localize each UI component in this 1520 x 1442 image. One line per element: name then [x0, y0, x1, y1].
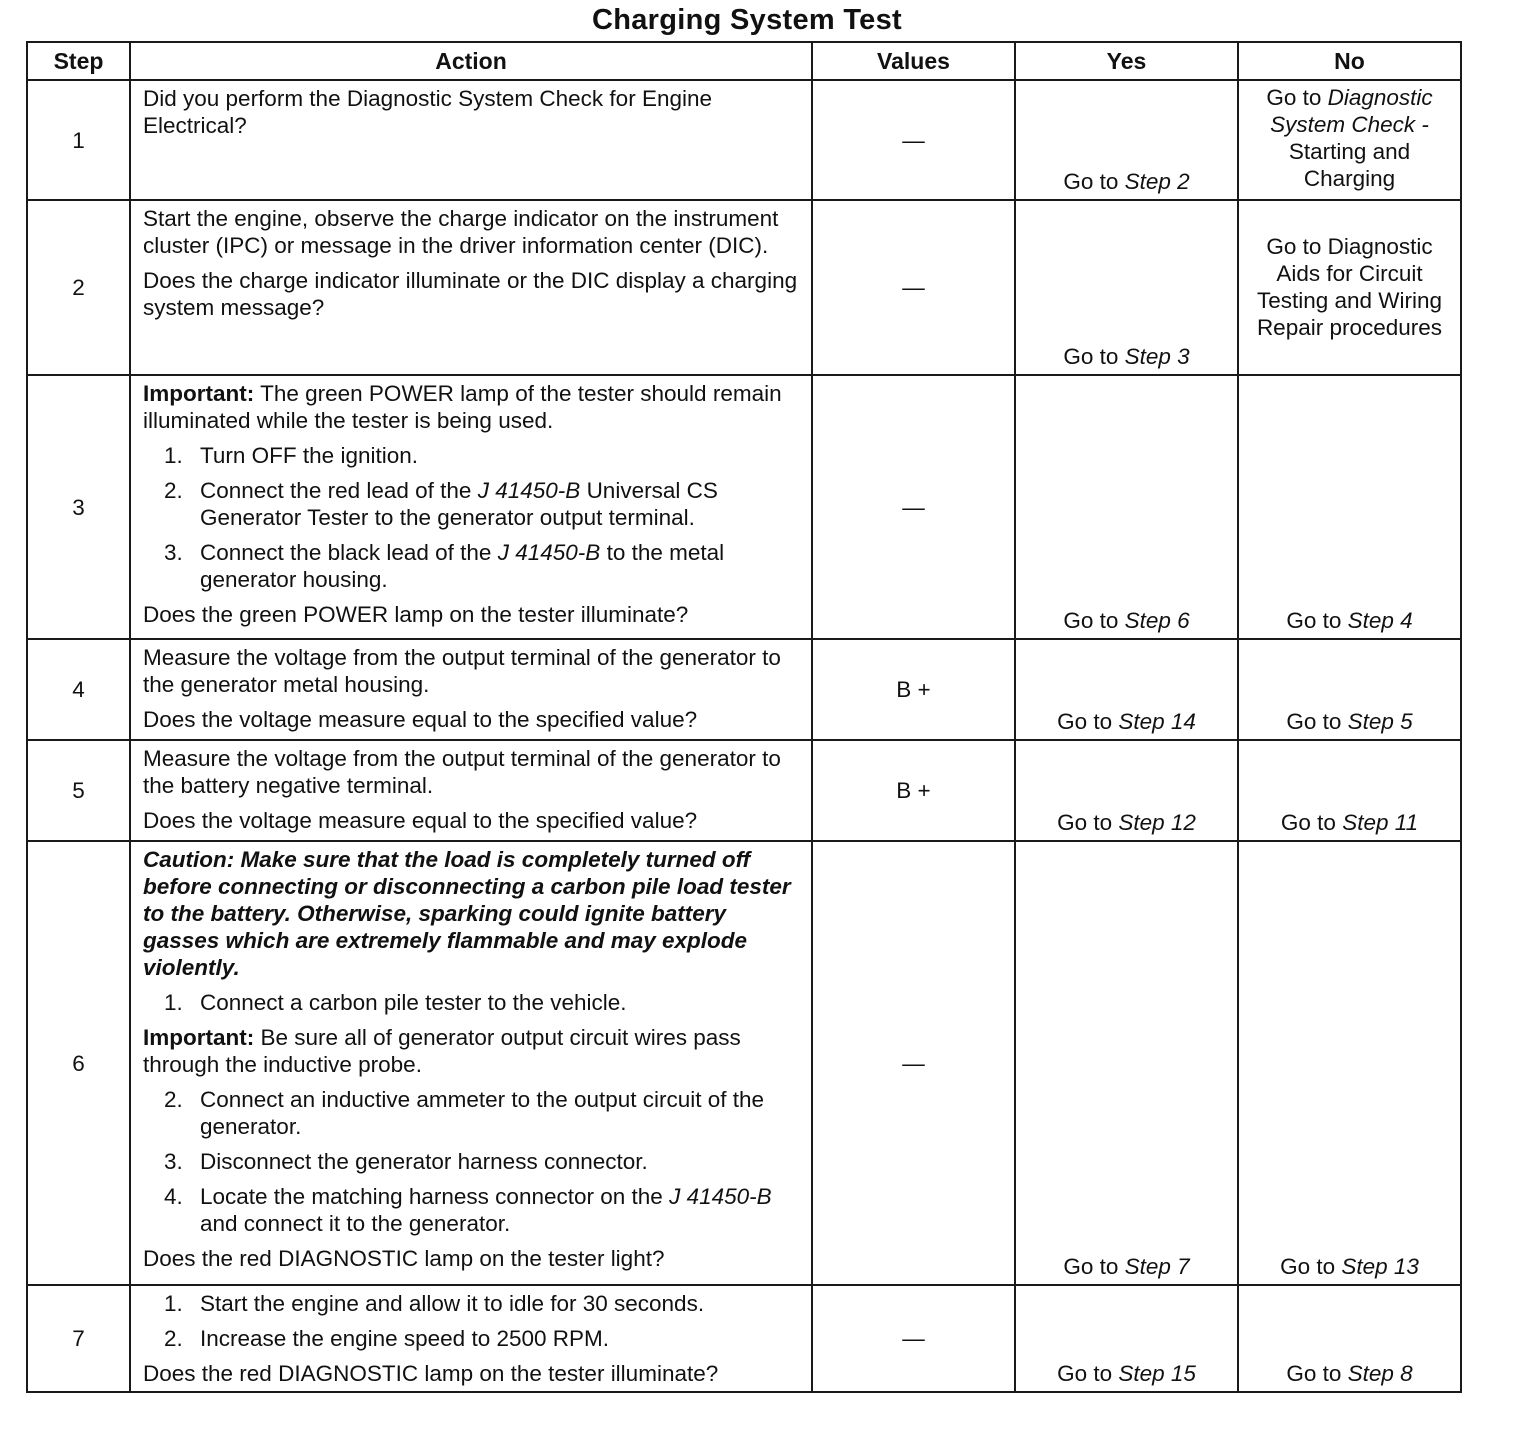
list-text: Increase the engine speed to 2500 RPM.: [200, 1326, 610, 1351]
table-row: [27, 375, 1461, 639]
table-row: [27, 80, 1461, 200]
action-cell: [130, 375, 812, 639]
no-link-italic: Diagnostic System Check -: [1270, 85, 1433, 137]
important-text: The green POWER lamp of the tester should remain illuminated while the tester is being used.: [143, 381, 782, 433]
yes-step-link: Step 7: [1124, 1254, 1190, 1279]
value-cell: —: [812, 80, 1015, 200]
table-row: [27, 841, 1461, 1285]
goto-text: Go to: [1063, 344, 1119, 369]
no-step-link: Step 13: [1341, 1254, 1419, 1279]
value-cell: B +: [812, 740, 1015, 841]
list-item: [143, 442, 801, 469]
value-cell: B +: [812, 639, 1015, 740]
yes-step-link: Step 12: [1118, 810, 1196, 835]
action-cell: [130, 740, 812, 841]
list-number: 4.: [164, 1184, 183, 1209]
no-cell: [1238, 740, 1461, 841]
important-text: Be sure all of generator output circuit wires pass through the inductive probe.: [143, 1025, 741, 1077]
action-question: Does the green POWER lamp on the tester illuminate?: [143, 602, 689, 627]
no-cell: [1238, 200, 1461, 375]
yes-cell: [1015, 375, 1238, 639]
header-step: Step: [27, 42, 130, 80]
header-values: Values: [812, 42, 1015, 80]
list-number: 2.: [164, 1326, 183, 1351]
list-item: [143, 1325, 801, 1352]
list-number: 3.: [164, 1149, 183, 1174]
list-text: and connect it to the generator.: [200, 1211, 511, 1236]
goto-text: Go to: [1057, 709, 1113, 734]
step-number: 5: [27, 740, 130, 841]
yes-cell: [1015, 639, 1238, 740]
goto-text: Go to: [1266, 85, 1322, 110]
action-cell: [130, 841, 812, 1285]
list-item: [143, 989, 801, 1016]
important-label: Important:: [143, 1025, 255, 1050]
list-item: [143, 1148, 801, 1175]
important-note: [143, 380, 801, 434]
list-item: [143, 477, 801, 531]
action-text: Start the engine, observe the charge indicator on the instrument cluster (IPC) or message in the driver information center (DIC).: [143, 206, 779, 258]
list-text: Locate the matching harness connector on the: [200, 1184, 663, 1209]
no-link-rest: Starting and Charging: [1288, 139, 1411, 191]
yes-step-link: Step 15: [1118, 1361, 1196, 1386]
important-note: [143, 1024, 801, 1078]
no-step-link: Step 4: [1347, 608, 1413, 633]
value-cell: —: [812, 200, 1015, 375]
goto-text: Go to: [1280, 1254, 1336, 1279]
yes-cell: [1015, 200, 1238, 375]
yes-cell: [1015, 841, 1238, 1285]
tool-reference: J 41450-B: [477, 478, 581, 503]
no-cell: [1238, 80, 1461, 200]
table-row: [27, 639, 1461, 740]
action-question: Does the voltage measure equal to the specified value?: [143, 808, 698, 833]
important-label: Important:: [143, 381, 255, 406]
goto-text: Go to: [1286, 608, 1342, 633]
header-row: [27, 42, 1461, 80]
list-text: Disconnect the generator harness connector.: [200, 1149, 648, 1174]
list-item: [143, 539, 801, 593]
list-number: 1.: [164, 990, 183, 1015]
no-cell: [1238, 841, 1461, 1285]
action-cell: [130, 80, 812, 200]
no-link-text: Go to Diagnostic Aids for Circuit Testing and Wiring Repair procedures: [1256, 234, 1443, 340]
goto-text: Go to: [1063, 608, 1119, 633]
header-no: No: [1238, 42, 1461, 80]
goto-text: Go to: [1057, 1361, 1113, 1386]
goto-text: Go to: [1063, 169, 1119, 194]
list-number: 1.: [164, 443, 183, 468]
no-cell: [1238, 1285, 1461, 1392]
action-question: Does the voltage measure equal to the specified value?: [143, 707, 698, 732]
list-text: Turn OFF the ignition.: [200, 443, 419, 468]
charging-system-test-table: [26, 41, 1462, 1393]
goto-text: Go to: [1286, 1361, 1342, 1386]
action-cell: [130, 639, 812, 740]
yes-cell: [1015, 1285, 1238, 1392]
goto-text: Go to: [1057, 810, 1113, 835]
yes-step-link: Step 6: [1124, 608, 1190, 633]
caution-note: Caution: Make sure that the load is completely turned off before connecting or disconnecting a carbon pile load tester to the battery. Otherwise, sparking could ignite battery gasses which are extremely flammable and may explode violently.: [143, 847, 791, 980]
list-text: to the metal generator housing.: [200, 540, 725, 592]
action-question: Does the charge indicator illuminate or the DIC display a charging system message?: [143, 268, 798, 320]
list-text: Connect an inductive ammeter to the output circuit of the generator.: [200, 1087, 765, 1139]
list-number: 1.: [164, 1291, 183, 1316]
step-number: 6: [27, 841, 130, 1285]
list-text: Connect a carbon pile tester to the vehicle.: [200, 990, 627, 1015]
table-row: [27, 1285, 1461, 1392]
list-text: Connect the red lead of the: [200, 478, 472, 503]
step-number: 2: [27, 200, 130, 375]
header-action: Action: [130, 42, 812, 80]
table-row: [27, 740, 1461, 841]
action-text: Measure the voltage from the output terminal of the generator to the generator metal housing.: [143, 645, 781, 697]
yes-cell: [1015, 80, 1238, 200]
table-row: [27, 200, 1461, 375]
list-text: Universal CS Generator Tester to the generator output terminal.: [200, 478, 718, 530]
list-number: 2.: [164, 1087, 183, 1112]
step-number: 1: [27, 80, 130, 200]
list-item: [143, 1086, 801, 1140]
list-item: [143, 1290, 801, 1317]
step-number: 3: [27, 375, 130, 639]
action-cell: [130, 200, 812, 375]
no-step-link: Step 11: [1342, 810, 1419, 835]
value-cell: —: [812, 1285, 1015, 1392]
no-step-link: Step 8: [1347, 1361, 1413, 1386]
header-yes: Yes: [1015, 42, 1238, 80]
yes-step-link: Step 2: [1124, 169, 1190, 194]
action-text: Did you perform the Diagnostic System Check for Engine Electrical?: [143, 86, 713, 138]
value-cell: —: [812, 375, 1015, 639]
tool-reference: J 41450-B: [669, 1184, 772, 1209]
step-number: 7: [27, 1285, 130, 1392]
list-text: Connect the black lead of the: [200, 540, 492, 565]
list-text: Start the engine and allow it to idle for 30 seconds.: [200, 1291, 705, 1316]
action-question: Does the red DIAGNOSTIC lamp on the tester illuminate?: [143, 1361, 719, 1386]
list-number: 2.: [164, 478, 183, 503]
value-cell: —: [812, 841, 1015, 1285]
no-cell: [1238, 375, 1461, 639]
action-cell: [130, 1285, 812, 1392]
document-title: Charging System Test: [591, 4, 903, 36]
tool-reference: J 41450-B: [497, 540, 601, 565]
list-number: 3.: [164, 540, 183, 565]
yes-step-link: Step 3: [1124, 344, 1190, 369]
step-number: 4: [27, 639, 130, 740]
list-item: [143, 1183, 801, 1237]
no-cell: [1238, 639, 1461, 740]
yes-cell: [1015, 740, 1238, 841]
yes-step-link: Step 14: [1118, 709, 1196, 734]
action-text: Measure the voltage from the output terminal of the generator to the battery negative terminal.: [143, 746, 781, 798]
goto-text: Go to: [1063, 1254, 1119, 1279]
goto-text: Go to: [1286, 709, 1342, 734]
action-question: Does the red DIAGNOSTIC lamp on the tester light?: [143, 1246, 665, 1271]
goto-text: Go to: [1280, 810, 1336, 835]
no-step-link: Step 5: [1347, 709, 1413, 734]
